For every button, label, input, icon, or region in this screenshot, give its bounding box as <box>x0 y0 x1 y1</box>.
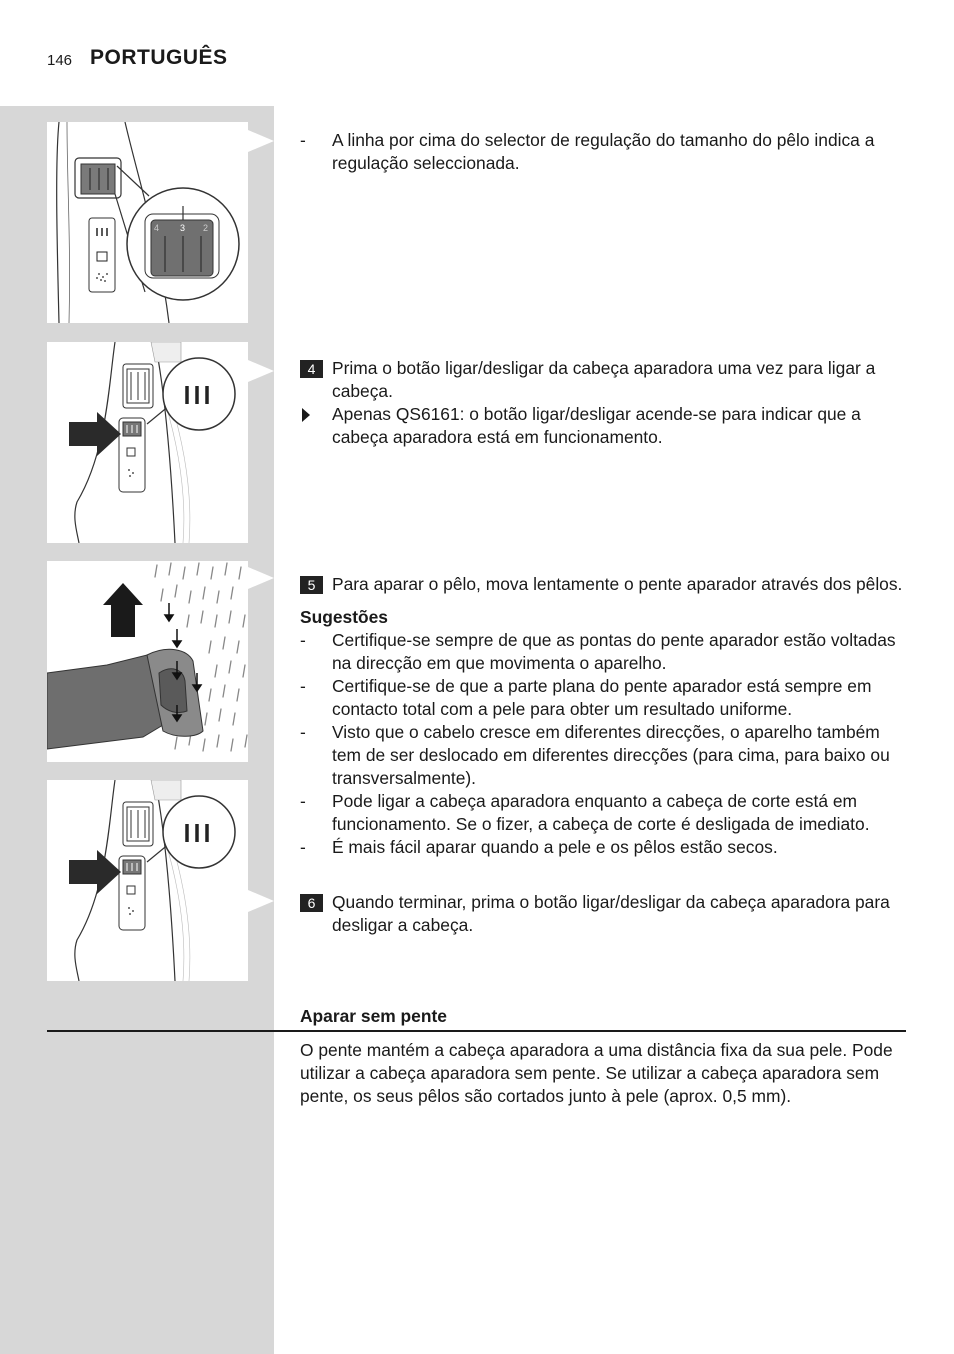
step-4-text: Prima o botão ligar/desligar da cabeça aparadora uma vez para ligar a cabeça. <box>332 358 876 401</box>
bullet-strong: Apenas QS6161 <box>332 404 460 424</box>
dash-marker: - <box>300 676 306 696</box>
section-title: Aparar sem pente <box>300 1006 447 1026</box>
trimmer-setting-selector-illustration <box>47 122 248 323</box>
scale-label-2: 2 <box>203 223 209 233</box>
tip-text: Pode ligar a cabeça aparadora enquanto a cabeça de corte está em funcionamento. Se o fizer, a cabeça de corte é desligada de imediato. <box>332 791 870 834</box>
figure-pointer <box>248 890 274 912</box>
section-paragraph: O pente mantém a cabeça aparadora a uma distância fixa da sua pele. Pode utilizar a cabeça aparadora sem pente. Se utilizar a cabeça aparadora sem pente, os seus pêlos são cortados junto à pele (aprox. 0,5 mm). <box>300 1040 893 1106</box>
selector-note <box>300 129 906 175</box>
trimmer-on-off-button-illustration <box>47 780 248 981</box>
selector-note-text: A linha por cima do selector de regulação do tamanho do pêlo indica a regulação seleccionada. <box>332 130 875 173</box>
step-6-text: Quando terminar, prima o botão ligar/desligar da cabeça aparadora para desligar a cabeça. <box>332 892 890 935</box>
dash-marker: - <box>300 722 306 742</box>
step-number-badge: 5 <box>300 576 323 594</box>
bullet-text: : o botão ligar/desligar acende-se para indicar que a cabeça aparadora está em funcionamento. <box>332 404 861 447</box>
trimmer-on-off-button-illustration <box>47 342 248 543</box>
tips-heading: Sugestões <box>300 607 388 627</box>
section-divider <box>47 1030 906 1032</box>
page-number: 146 <box>47 52 73 69</box>
step-4 <box>300 357 906 449</box>
dash-marker: - <box>300 837 306 857</box>
figure-pointer <box>248 360 274 382</box>
dash-marker: - <box>300 791 306 811</box>
tip-text: Certifique-se sempre de que as pontas do pente aparador estão voltadas na direcção em que movimenta o aparelho. <box>332 630 896 673</box>
result-bullet-icon <box>302 408 310 422</box>
scale-label-4: 4 <box>154 223 160 233</box>
tip-text: Certifique-se de que a parte plana do pente aparador está sempre em contacto total com a pele para obter um resultado uniforme. <box>332 676 872 719</box>
dash-marker: - <box>300 130 306 150</box>
step-5-text: Para aparar o pêlo, mova lentamente o pente aparador através dos pêlos. <box>332 574 903 594</box>
tip-text: Visto que o cabelo cresce em diferentes direcções, o aparelho também tem de ser deslocado em diferentes direcções (para cima, para baixo ou transversalmente). <box>332 722 890 788</box>
step-number-badge: 6 <box>300 894 323 912</box>
scale-label-3: 3 <box>180 223 186 233</box>
page-language-title: PORTUGUÊS <box>90 46 228 69</box>
step-6 <box>300 891 906 937</box>
trimming-hair-illustration <box>47 561 248 762</box>
step-number-badge: 4 <box>300 360 323 378</box>
figure-pointer <box>248 567 274 589</box>
step-5 <box>300 573 906 859</box>
dash-marker: - <box>300 630 306 650</box>
tip-text: É mais fácil aparar quando a pele e os pêlos estão secos. <box>332 837 778 857</box>
figure-pointer <box>248 130 274 152</box>
